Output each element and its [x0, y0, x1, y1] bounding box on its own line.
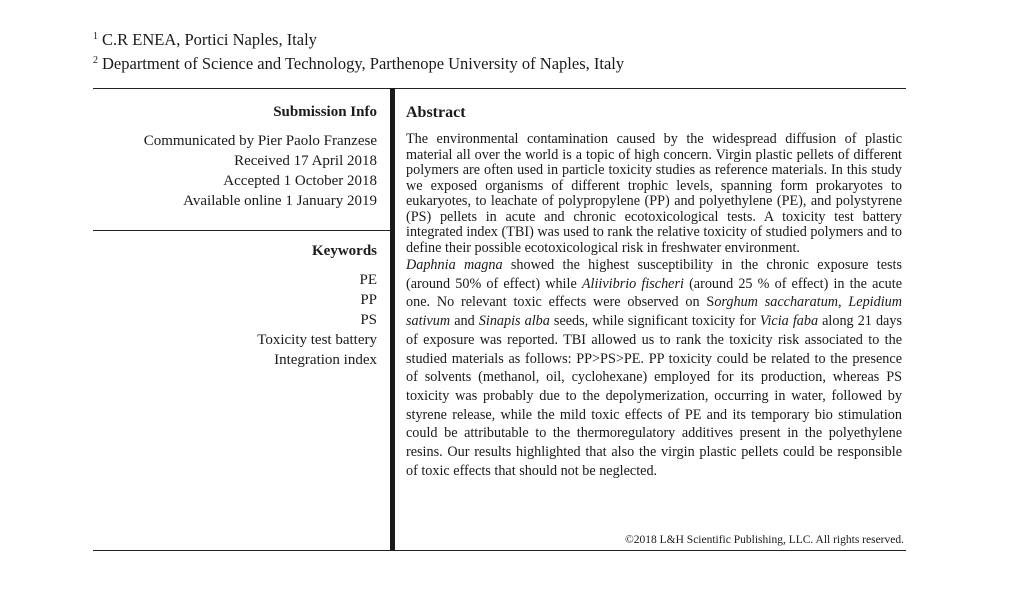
affiliation-2-mark: 2 — [93, 55, 98, 66]
affiliation-2 — [93, 51, 624, 74]
species-name: Daphnia magna — [406, 257, 503, 273]
keyword-item: Toxicity test battery — [257, 332, 377, 348]
keyword-item: Integration index — [274, 352, 377, 368]
left-column-separator — [93, 230, 390, 231]
keyword-item: PS — [360, 312, 377, 328]
abstract-heading: Abstract — [406, 104, 466, 121]
bottom-rule — [93, 550, 906, 551]
affiliation-1-text: C.R ENEA, Portici Naples, Italy — [102, 30, 317, 49]
abstract-paragraph-2 — [406, 256, 902, 480]
affiliation-2-text: Department of Science and Technology, Parthenope University of Naples, Italy — [102, 54, 625, 73]
keywords — [93, 242, 377, 370]
abstract-text: (around 25 % of effect) in the acute one. No relevant toxic effects were observed on S — [406, 275, 902, 311]
abstract — [406, 103, 902, 480]
abstract-paragraph-1: The environmental contamination caused by the widespread diffusion of plastic material all over the world is a topic of high concern. Virgin plastic pellets of different polymers are often used in particle toxicity studies as reference materials. In this study we exposed organisms of different trophic levels, spanning form prokaryotes to eukaryotes, to leachate of polypropylene (PP) and polyethylene (PE), and polystyrene (PS) pellets in acute and chronic ecotoxicological tests. A toxicity test battery integrated index (TBI) was used to rank the relative toxicity of studied polymers and to define their possible ecotoxicological risk in freshwater environment. — [406, 131, 902, 256]
affiliation-1 — [93, 27, 317, 50]
online-date: Available online 1 January 2019 — [183, 193, 377, 209]
copyright-notice: ©2018 L&H Scientific Publishing, LLC. All rights reserved. — [625, 534, 904, 546]
communicated-by: Communicated by Pier Paolo Franzese — [143, 133, 377, 149]
accepted-date: Accepted 1 October 2018 — [223, 173, 377, 189]
affiliation-1-mark: 1 — [93, 31, 98, 42]
submission-info-heading: Submission Info — [273, 104, 377, 120]
abstract-text: showed the highest susceptibility in the chronic exposure tests (around 50% of effect) while — [406, 257, 903, 292]
abstract-text: and — [450, 313, 479, 330]
top-rule — [93, 88, 906, 89]
keyword-item: PE — [359, 272, 377, 288]
abstract-text: seeds, while significant toxicity for — [549, 313, 760, 330]
column-divider — [390, 88, 395, 550]
received-date: Received 17 April 2018 — [234, 153, 377, 169]
submission-info — [93, 103, 377, 211]
species-name: Vicia faba — [759, 313, 819, 330]
species-name: orghum saccharatum, Lepidium sativum — [406, 294, 902, 330]
keyword-item: PP — [360, 292, 377, 308]
abstract-text: along 21 days of exposure was reported. TBI allowed us to rank the toxicity risk associated to the studied materials as follows: PP>PS>PE. PP toxicity could be related to the presence of solvents (methanol, oil, cyclohexane) employed for its production, whereas PS toxicity was probably due to the depolymerization, occurring in water, followed by styrene release, while the mild toxic effects of PE and its temporary bio stimulation could be attributable to the thermoregulatory additives present in the polyethylene resins. Our results highlighted that also the virgin plastic pellets could be responsible of toxic effects that should not be neglected. — [406, 313, 902, 479]
keywords-heading: Keywords — [312, 243, 377, 259]
species-name: Aliivibrio fischeri — [581, 275, 684, 292]
species-name: Sinapis alba — [478, 313, 550, 330]
